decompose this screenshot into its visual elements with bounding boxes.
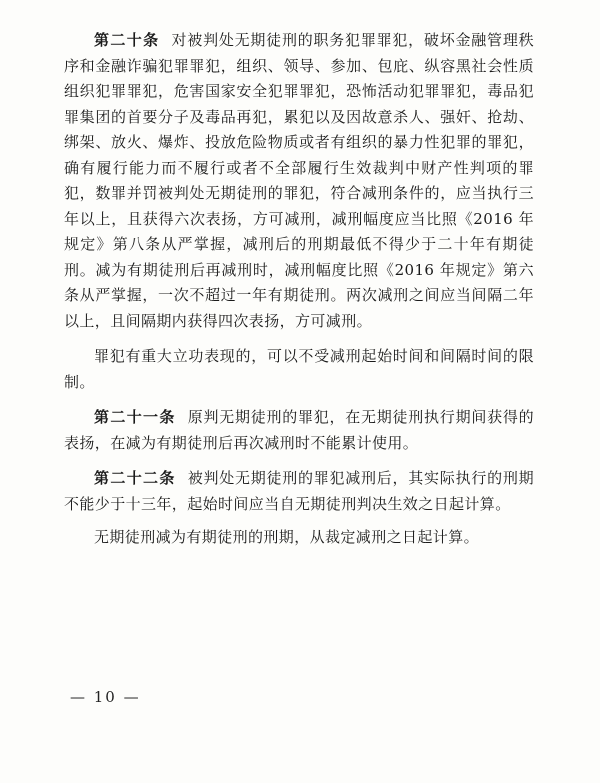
- article-20-text-2: 罪犯有重大立功表现的，可以不受减刑起始时间和间隔时间的限制。: [64, 347, 534, 391]
- article-22-paragraph-2: [64, 525, 534, 551]
- article-20-paragraph-2: [64, 344, 534, 395]
- article-22-label: 第二十二条: [94, 469, 176, 487]
- article-22-text-1: 被判处无期徒刑的罪犯减刑后，其实际执行的刑期不能少于十三年，起始时间应当自无期徒刑判决生效之日起计算。: [64, 469, 534, 513]
- article-20-paragraph-1: [64, 28, 534, 334]
- page-number: — 10 —: [70, 688, 141, 706]
- article-22-text-2: 无期徒刑减为有期徒刑的刑期，从裁定减刑之日起计算。: [94, 528, 480, 546]
- article-21-paragraph-1: [64, 405, 534, 456]
- article-22-paragraph-1: [64, 466, 534, 517]
- article-21-text-1: 原判无期徒刑的罪犯，在无期徒刑执行期间获得的表扬，在减为有期徒刑后再次减刑时不能累计使用。: [64, 408, 534, 452]
- article-20-label: 第二十条: [94, 31, 160, 49]
- document-body: [64, 28, 534, 561]
- article-20-text-1: 对被判处无期徒刑的职务犯罪罪犯，破坏金融管理秩序和金融诈骗犯罪罪犯，组织、领导、参加、包庇、纵容黑社会性质组织犯罪罪犯，危害国家安全犯罪罪犯，恐怖活动犯罪罪犯，毒品犯罪集团的首要分子及毒品再犯，累犯以及因故意杀人、强奸、抢劫、绑架、放火、爆炸、投放危险物质或者有组织的暴力性犯罪的罪犯，确有履行能力而不履行或者不全部履行生效裁判中财产性判项的罪犯，数罪并罚被判处无期徒刑的罪犯，符合减刑条件的，应当执行三年以上，且获得六次表扬，方可减刑，减刑幅度应当比照《2016 年规定》第八条从严掌握，减刑后的刑期最低不得少于二十年有期徒刑。减为有期徒刑后再减刑时，减刑幅度比照《2016 年规定》第六条从严掌握，一次不超过一年有期徒刑。两次减刑之间应当间隔二年以上，且间隔期内获得四次表扬，方可减刑。: [64, 31, 534, 330]
- article-21-label: 第二十一条: [94, 408, 176, 426]
